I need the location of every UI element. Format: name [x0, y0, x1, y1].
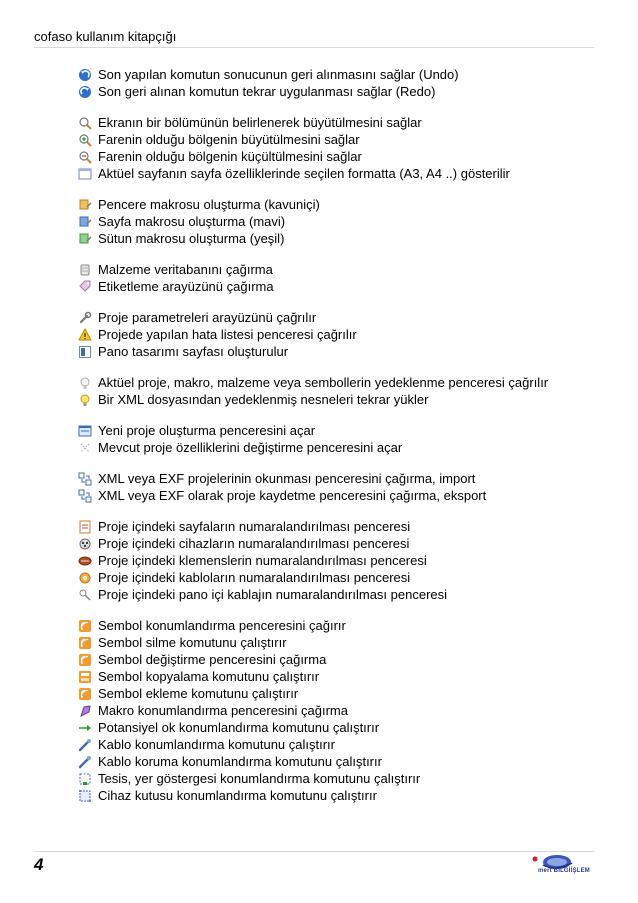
list-item: [78, 278, 598, 295]
icon-legend-list: [78, 66, 598, 818]
panel-icon: [78, 345, 92, 359]
list-item: [78, 668, 598, 685]
icon-group: [78, 422, 598, 456]
list-item: [78, 569, 598, 586]
list-item-text: Sembol kopyalama komutunu çalıştırır: [98, 669, 320, 684]
window-macro-icon: [78, 198, 92, 212]
page-macro-icon: [78, 215, 92, 229]
list-item: [78, 196, 598, 213]
list-item: [78, 422, 598, 439]
symbol-replace-icon: [78, 653, 92, 667]
list-item: [78, 651, 598, 668]
icon-group: [78, 309, 598, 360]
cable-numbering-icon: [78, 571, 92, 585]
restore-icon: [78, 393, 92, 407]
list-item: [78, 586, 598, 603]
column-macro-icon: [78, 232, 92, 246]
tag-icon: [78, 280, 92, 294]
icon-group: [78, 518, 598, 603]
zoom-area-icon: [78, 116, 92, 130]
list-item-text: Potansiyel ok konumlandırma komutunu çalıştırır: [98, 720, 380, 735]
list-item: [78, 770, 598, 787]
list-item: [78, 787, 598, 804]
list-item-text: Proje içindeki sayfaların numaralandırılması penceresi: [98, 519, 411, 534]
list-item-text: Aktüel sayfanın sayfa özelliklerinde seçilen formatta (A3, A4 ..) gösterilir: [98, 166, 510, 181]
list-item-text: Sayfa makrosu oluşturma (mavi): [98, 214, 286, 229]
page-format-icon: [78, 167, 92, 181]
list-item-text: XML veya EXF projelerinin okunması penceresini çağırma, import: [98, 471, 476, 486]
export-icon: [78, 489, 92, 503]
list-item: [78, 439, 598, 456]
header-title: cofaso kullanım kitapçığı: [34, 29, 177, 44]
list-item: [78, 518, 598, 535]
list-item: [78, 685, 598, 702]
list-item-text: Sembol değiştirme penceresini çağırma: [98, 652, 327, 667]
list-item: [78, 470, 598, 487]
undo-icon: [78, 68, 92, 82]
list-item-text: Aktüel proje, makro, malzeme veya sembollerin yedeklenme penceresi çağrılır: [98, 375, 549, 390]
list-item: [78, 552, 598, 569]
icon-group: [78, 470, 598, 504]
list-item: [78, 261, 598, 278]
list-item: [78, 719, 598, 736]
zoom-out-icon: [78, 150, 92, 164]
list-item-text: Bir XML dosyasından yedeklenmiş nesneleri tekrar yükler: [98, 392, 429, 407]
list-item-text: Malzeme veritabanını çağırma: [98, 262, 273, 277]
terminal-numbering-icon: [78, 554, 92, 568]
new-project-icon: [78, 424, 92, 438]
list-item-text: Proje içindeki kabloların numaralandırılması penceresi: [98, 570, 411, 585]
symbol-delete-icon: [78, 636, 92, 650]
wire-numbering-icon: [78, 588, 92, 602]
list-item: [78, 736, 598, 753]
list-item-text: Sembol konumlandırma penceresini çağırır: [98, 618, 346, 633]
list-item-text: Mevcut proje özelliklerini değiştirme penceresini açar: [98, 440, 403, 455]
page-numbering-icon: [78, 520, 92, 534]
list-item-text: Son geri alınan komutun tekrar uygulanması sağlar (Redo): [98, 84, 436, 99]
potential-arrow-icon: [78, 721, 92, 735]
device-numbering-icon: [78, 537, 92, 551]
header-divider: [34, 47, 594, 48]
cable-place-icon: [78, 738, 92, 752]
list-item-text: Makro konumlandırma penceresini çağırma: [98, 703, 348, 718]
list-item-text: Proje parametreleri arayüzünü çağrılır: [98, 310, 317, 325]
location-icon: [78, 772, 92, 786]
icon-group: [78, 114, 598, 182]
icon-group: [78, 617, 598, 804]
list-item-text: Proje içindeki klemenslerin numaralandırılması penceresi: [98, 553, 427, 568]
list-item-text: Tesis, yer göstergesi konumlandırma komutunu çalıştırır: [98, 771, 421, 786]
list-item-text: Sembol silme komutunu çalıştırır: [98, 635, 287, 650]
list-item-text: Proje içindeki pano içi kablajın numaralandırılması penceresi: [98, 587, 448, 602]
icon-group: [78, 196, 598, 247]
logo-text: mert BİLGİİŞLEM: [538, 868, 591, 874]
list-item-text: Pencere makrosu oluşturma (kavuniçi): [98, 197, 320, 212]
list-item: [78, 343, 598, 360]
symbol-copy-icon: [78, 670, 92, 684]
list-item-text: Sütun makrosu oluşturma (yeşil): [98, 231, 285, 246]
list-item: [78, 617, 598, 634]
list-item-text: Farenin olduğu bölgenin büyütülmesini sağlar: [98, 132, 360, 147]
list-item-text: Sembol ekleme komutunu çalıştırır: [98, 686, 299, 701]
list-item: [78, 391, 598, 408]
wrench-icon: [78, 311, 92, 325]
symbol-insert-icon: [78, 687, 92, 701]
redo-icon: [78, 85, 92, 99]
list-item: [78, 374, 598, 391]
list-item: [78, 535, 598, 552]
symbol-place-icon: [78, 619, 92, 633]
zoom-in-icon: [78, 133, 92, 147]
icon-group: [78, 374, 598, 408]
list-item-text: Farenin olduğu bölgenin küçültülmesini sağlar: [98, 149, 362, 164]
list-item-text: Proje içindeki cihazların numaralandırılması penceresi: [98, 536, 410, 551]
list-item-text: Etiketleme arayüzünü çağırma: [98, 279, 274, 294]
footer-divider: [34, 851, 594, 852]
project-properties-icon: [78, 441, 92, 455]
list-item-text: Kablo koruma konumlandırma komutunu çalıştırır: [98, 754, 382, 769]
cable-shield-icon: [78, 755, 92, 769]
list-item: [78, 487, 598, 504]
list-item: [78, 66, 598, 83]
list-item: [78, 309, 598, 326]
list-item-text: Kablo konumlandırma komutunu çalıştırır: [98, 737, 335, 752]
list-item: [78, 148, 598, 165]
list-item: [78, 83, 598, 100]
list-item: [78, 634, 598, 651]
database-icon: [78, 263, 92, 277]
list-item: [78, 230, 598, 247]
icon-group: [78, 261, 598, 295]
warning-icon: [78, 328, 92, 342]
company-logo: [512, 852, 594, 880]
list-item: [78, 753, 598, 770]
list-item-text: Cihaz kutusu konumlandırma komutunu çalıştırır: [98, 788, 377, 803]
list-item: [78, 213, 598, 230]
list-item: [78, 165, 598, 182]
page-number: 4: [34, 855, 44, 874]
macro-place-icon: [78, 704, 92, 718]
list-item: [78, 702, 598, 719]
list-item-text: Son yapılan komutun sonucunun geri alınmasını sağlar (Undo): [98, 67, 459, 82]
import-icon: [78, 472, 92, 486]
list-item-text: Projede yapılan hata listesi penceresi çağrılır: [98, 327, 357, 342]
list-item: [78, 326, 598, 343]
list-item: [78, 131, 598, 148]
device-box-icon: [78, 789, 92, 803]
backup-icon: [78, 376, 92, 390]
list-item-text: XML veya EXF olarak proje kaydetme penceresini çağırma, eksport: [98, 488, 487, 503]
list-item-text: Pano tasarımı sayfası oluşturulur: [98, 344, 289, 359]
list-item-text: Yeni proje oluşturma penceresini açar: [98, 423, 316, 438]
icon-group: [78, 66, 598, 100]
list-item-text: Ekranın bir bölümünün belirlenerek büyütülmesini sağlar: [98, 115, 422, 130]
list-item: [78, 114, 598, 131]
